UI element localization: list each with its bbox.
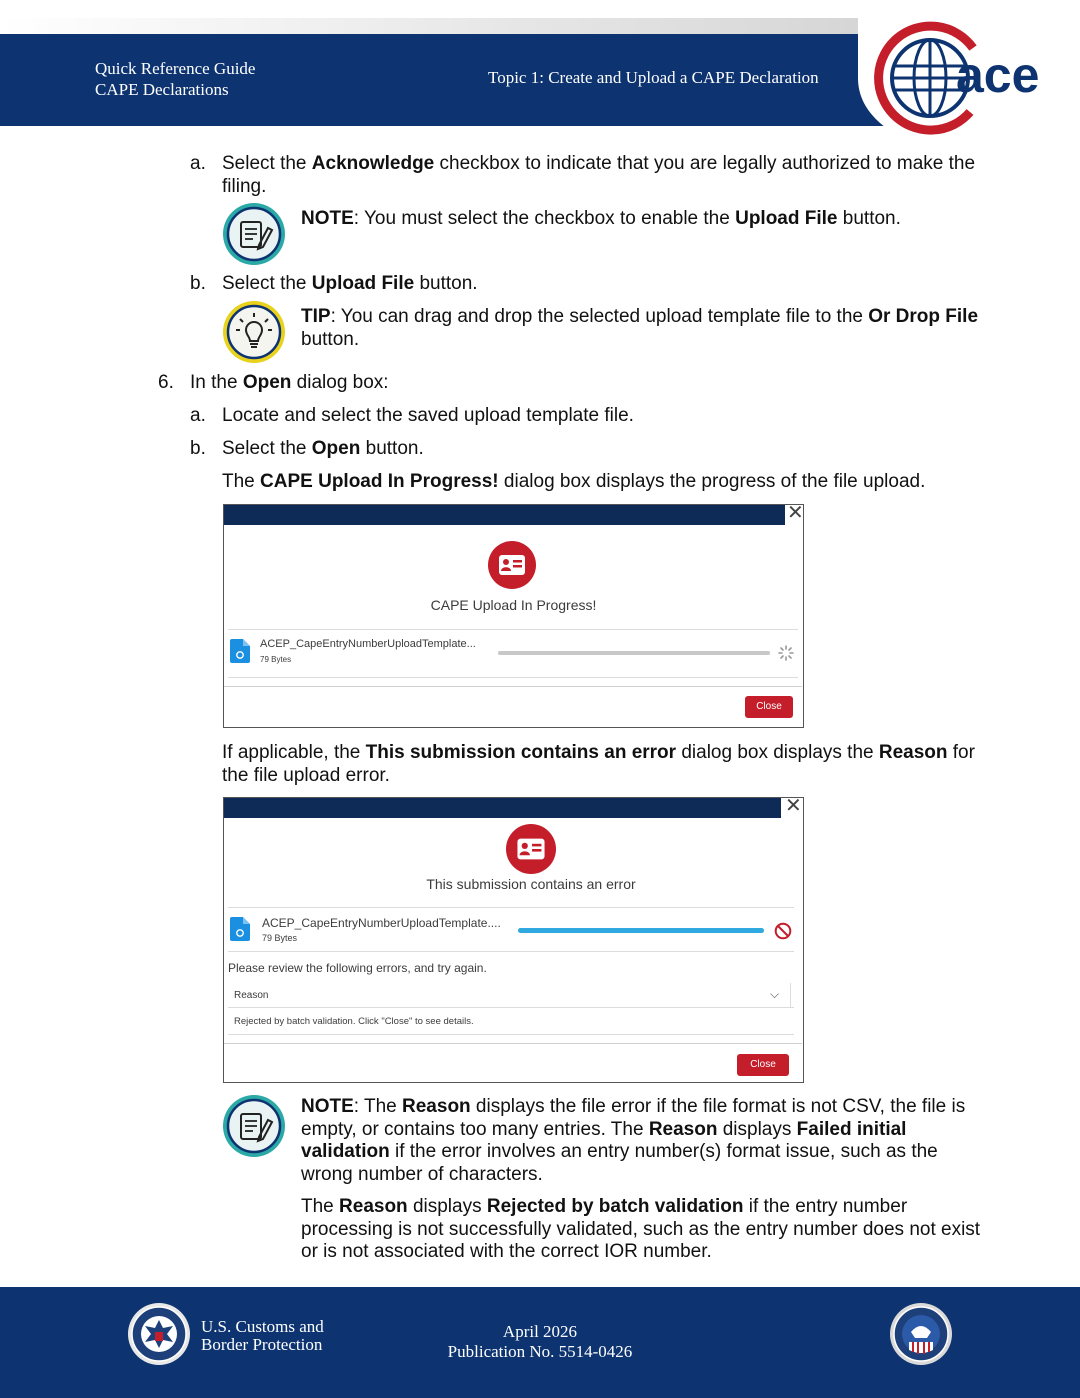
dialog-header-bar	[224, 798, 781, 818]
divider	[228, 951, 794, 952]
error-prohibited-icon	[774, 922, 792, 940]
step-a1-label: a.	[190, 153, 206, 174]
dhs-seal-icon	[889, 1302, 953, 1366]
guide-subtitle: CAPE Declarations	[95, 80, 229, 99]
upload-progress-dialog	[223, 504, 804, 728]
dialog-title: CAPE Upload In Progress!	[430, 597, 597, 613]
dialog-title: This submission contains an error	[426, 876, 636, 892]
file-icon	[230, 917, 250, 941]
file-icon	[230, 639, 250, 663]
dialog-header-bar	[224, 505, 785, 525]
progress-fill	[518, 928, 764, 933]
note2-text: NOTE: The Reason displays the file error if the file format is not CSV, the file is empty, or contains too many entries. The Reason displays Failed initial validation if the error involves an entry number(s) format issue, such as the wrong number of characters.	[301, 1096, 966, 1185]
note1-text: NOTE: You must select the checkbox to enable the Upload File button.	[301, 208, 901, 229]
publication-date: April 2026	[502, 1322, 578, 1341]
contact-card-icon	[506, 824, 556, 874]
divider	[228, 629, 798, 630]
ace-logo	[858, 18, 1080, 136]
divider	[228, 1007, 794, 1008]
dialog-close-x-icon[interactable]: ✕	[787, 502, 804, 524]
note-icon	[221, 201, 287, 267]
column-divider	[790, 983, 791, 1007]
divider	[228, 907, 794, 908]
step-b1-text: Select the Upload File button.	[222, 273, 478, 294]
chevron-down-icon[interactable]: ⌵	[770, 987, 780, 1001]
divider	[224, 686, 802, 687]
step6b-text: Select the Open button.	[222, 438, 424, 459]
step6a-label: a.	[190, 405, 206, 426]
step6-text: In the Open dialog box:	[190, 372, 389, 393]
error-description: If applicable, the This submission contains an error dialog box displays the Reason for the file upload error.	[222, 742, 975, 786]
close-button[interactable]: Close	[737, 1054, 789, 1076]
agency-name-line1: U.S. Customs and	[201, 1317, 324, 1336]
topic-title: Topic 1: Create and Upload a CAPE Declaration	[488, 68, 819, 87]
step-a1-text: Select the Acknowledge checkbox to indicate that you are legally authorized to make the filing.	[222, 153, 976, 197]
agency-name-line2: Border Protection	[201, 1335, 323, 1354]
close-button[interactable]: Close	[745, 696, 793, 718]
file-size: 79 Bytes	[262, 933, 298, 943]
reason-column-header: Reason	[234, 990, 269, 1001]
publication-number: Publication No. 5514-0426	[447, 1342, 633, 1361]
progress-fill	[498, 651, 770, 655]
step6b-label: b.	[190, 438, 206, 459]
file-size: 79 Bytes	[260, 655, 292, 664]
tip-text: TIP: You can drag and drop the selected upload template file to the Or Drop File button.	[301, 306, 979, 350]
contact-card-icon	[488, 541, 536, 589]
divider	[228, 677, 798, 678]
header-stripe	[0, 18, 900, 34]
cbp-seal-icon	[127, 1302, 191, 1366]
file-name: ACEP_CapeEntryNumberUploadTemplate....	[262, 916, 501, 930]
progress-description: The CAPE Upload In Progress! dialog box displays the progress of the file upload.	[222, 471, 926, 492]
dialog-close-x-icon[interactable]: ✕	[785, 795, 802, 817]
submission-error-dialog	[223, 797, 804, 1083]
step-b1-label: b.	[190, 273, 206, 294]
note2-paragraph2: The Reason displays Rejected by batch validation if the entry number processing is not successfully validated, such as the entry number does not exist or is not associated with the correct IOR number.	[301, 1196, 981, 1262]
reason-value: Rejected by batch validation. Click "Close" to see details.	[234, 1016, 474, 1027]
divider	[224, 1043, 802, 1044]
step6-label: 6.	[158, 372, 174, 393]
loading-spinner-icon	[778, 645, 794, 661]
ace-logo-text: ace	[956, 47, 1040, 103]
step6a-text: Locate and select the saved upload template file.	[222, 405, 634, 426]
file-name: ACEP_CapeEntryNumberUploadTemplate...	[260, 638, 476, 650]
progress-track	[498, 651, 770, 655]
note-icon	[221, 1093, 287, 1159]
tip-lightbulb-icon	[221, 299, 287, 365]
guide-title: Quick Reference Guide	[95, 59, 256, 78]
divider	[228, 1034, 794, 1035]
progress-track	[518, 928, 764, 933]
review-errors-text: Please review the following errors, and try again.	[228, 961, 487, 975]
